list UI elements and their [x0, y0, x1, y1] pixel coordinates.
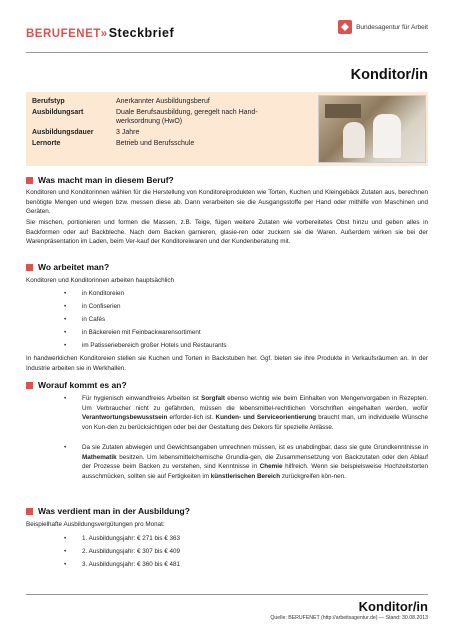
- square-bullet-icon: [26, 382, 33, 389]
- brand-sub: Steckbrief: [108, 26, 175, 40]
- info-row: Ausbildungsart Duale Berufsausbildung, geregelt nach Hand-werksordnung (HwO): [32, 109, 258, 125]
- paragraph: Konditoren und Konditorinnen arbeiten hauptsächlich: [26, 277, 175, 284]
- section-heading: Wo arbeitet man?: [26, 262, 109, 272]
- square-bullet-icon: [26, 177, 33, 184]
- info-row: Berufstyp Anerkannter Ausbildungsberuf: [32, 98, 210, 105]
- square-bullet-icon: [26, 264, 33, 271]
- footer-title: Konditor/in: [358, 599, 428, 614]
- bakery-photo: [318, 95, 426, 163]
- paragraph: In handwerklichen Konditoreien stellen sie Kuchen und Torten in Backstuben her. Ggf. bieten sie ihre Produkte in Verkaufsräumen an. In der Industrie arbeiten sie in Werkhallen.: [26, 355, 428, 372]
- agency-logo: [338, 20, 428, 34]
- section-heading: Worauf kommt es an?: [26, 380, 127, 390]
- header-divider: [26, 52, 428, 53]
- agency-icon: [338, 20, 352, 34]
- berufenet-logo: BERUFENET»Steckbrief: [26, 26, 175, 40]
- info-row: Lernorte Betrieb und Berufsschule: [32, 140, 195, 147]
- section-heading: Was macht man in diesem Beruf?: [26, 175, 174, 185]
- brand-name: BERUFENET: [26, 28, 101, 40]
- footer-divider: [26, 594, 428, 595]
- paragraph: Beispielhafte Ausbildungsvergütungen pro Monat:: [26, 521, 165, 528]
- footer-source: Quelle: BERUFENET (http://arbeitsagentur.de) — Stand: 30.08.2013: [270, 615, 428, 621]
- section-heading: Was verdient man in der Ausbildung?: [26, 506, 190, 516]
- agency-name: Bundesagentur für Arbeit: [356, 23, 428, 31]
- paragraph: Konditoren und Konditorinnen wählen für die Herstellung von Konditoreiprodukten wie Torten, Kuchen und Kleingebäck Zutaten aus, berechnen benötigte Mengen und wiegen bzw. messen diese ab. Dann verarbeiten sie die Ausgangsstoffe per Hand oder mithilfe von Maschinen und Geräten.: [26, 189, 428, 216]
- paragraph: Sie mischen, portionieren und formen die Massen, z.B. Teige, fügen weitere Zutaten wie vorbereitetes Obst hinzu und geben alles in Backformen oder auf Backbleche. Nach dem Backen garnieren, glasie-ren oder zuckern sie die Waren. Außerdem wirken sie bei der Warenpräsentation im Laden, beim Ver-kauf der Konditoreiwaren und der Kundenberatung mit.: [26, 219, 428, 246]
- info-row: Ausbildungsdauer 3 Jahre: [32, 129, 140, 136]
- square-bullet-icon: [26, 508, 33, 515]
- page-title: Konditor/in: [350, 67, 428, 83]
- page-header: [26, 14, 428, 52]
